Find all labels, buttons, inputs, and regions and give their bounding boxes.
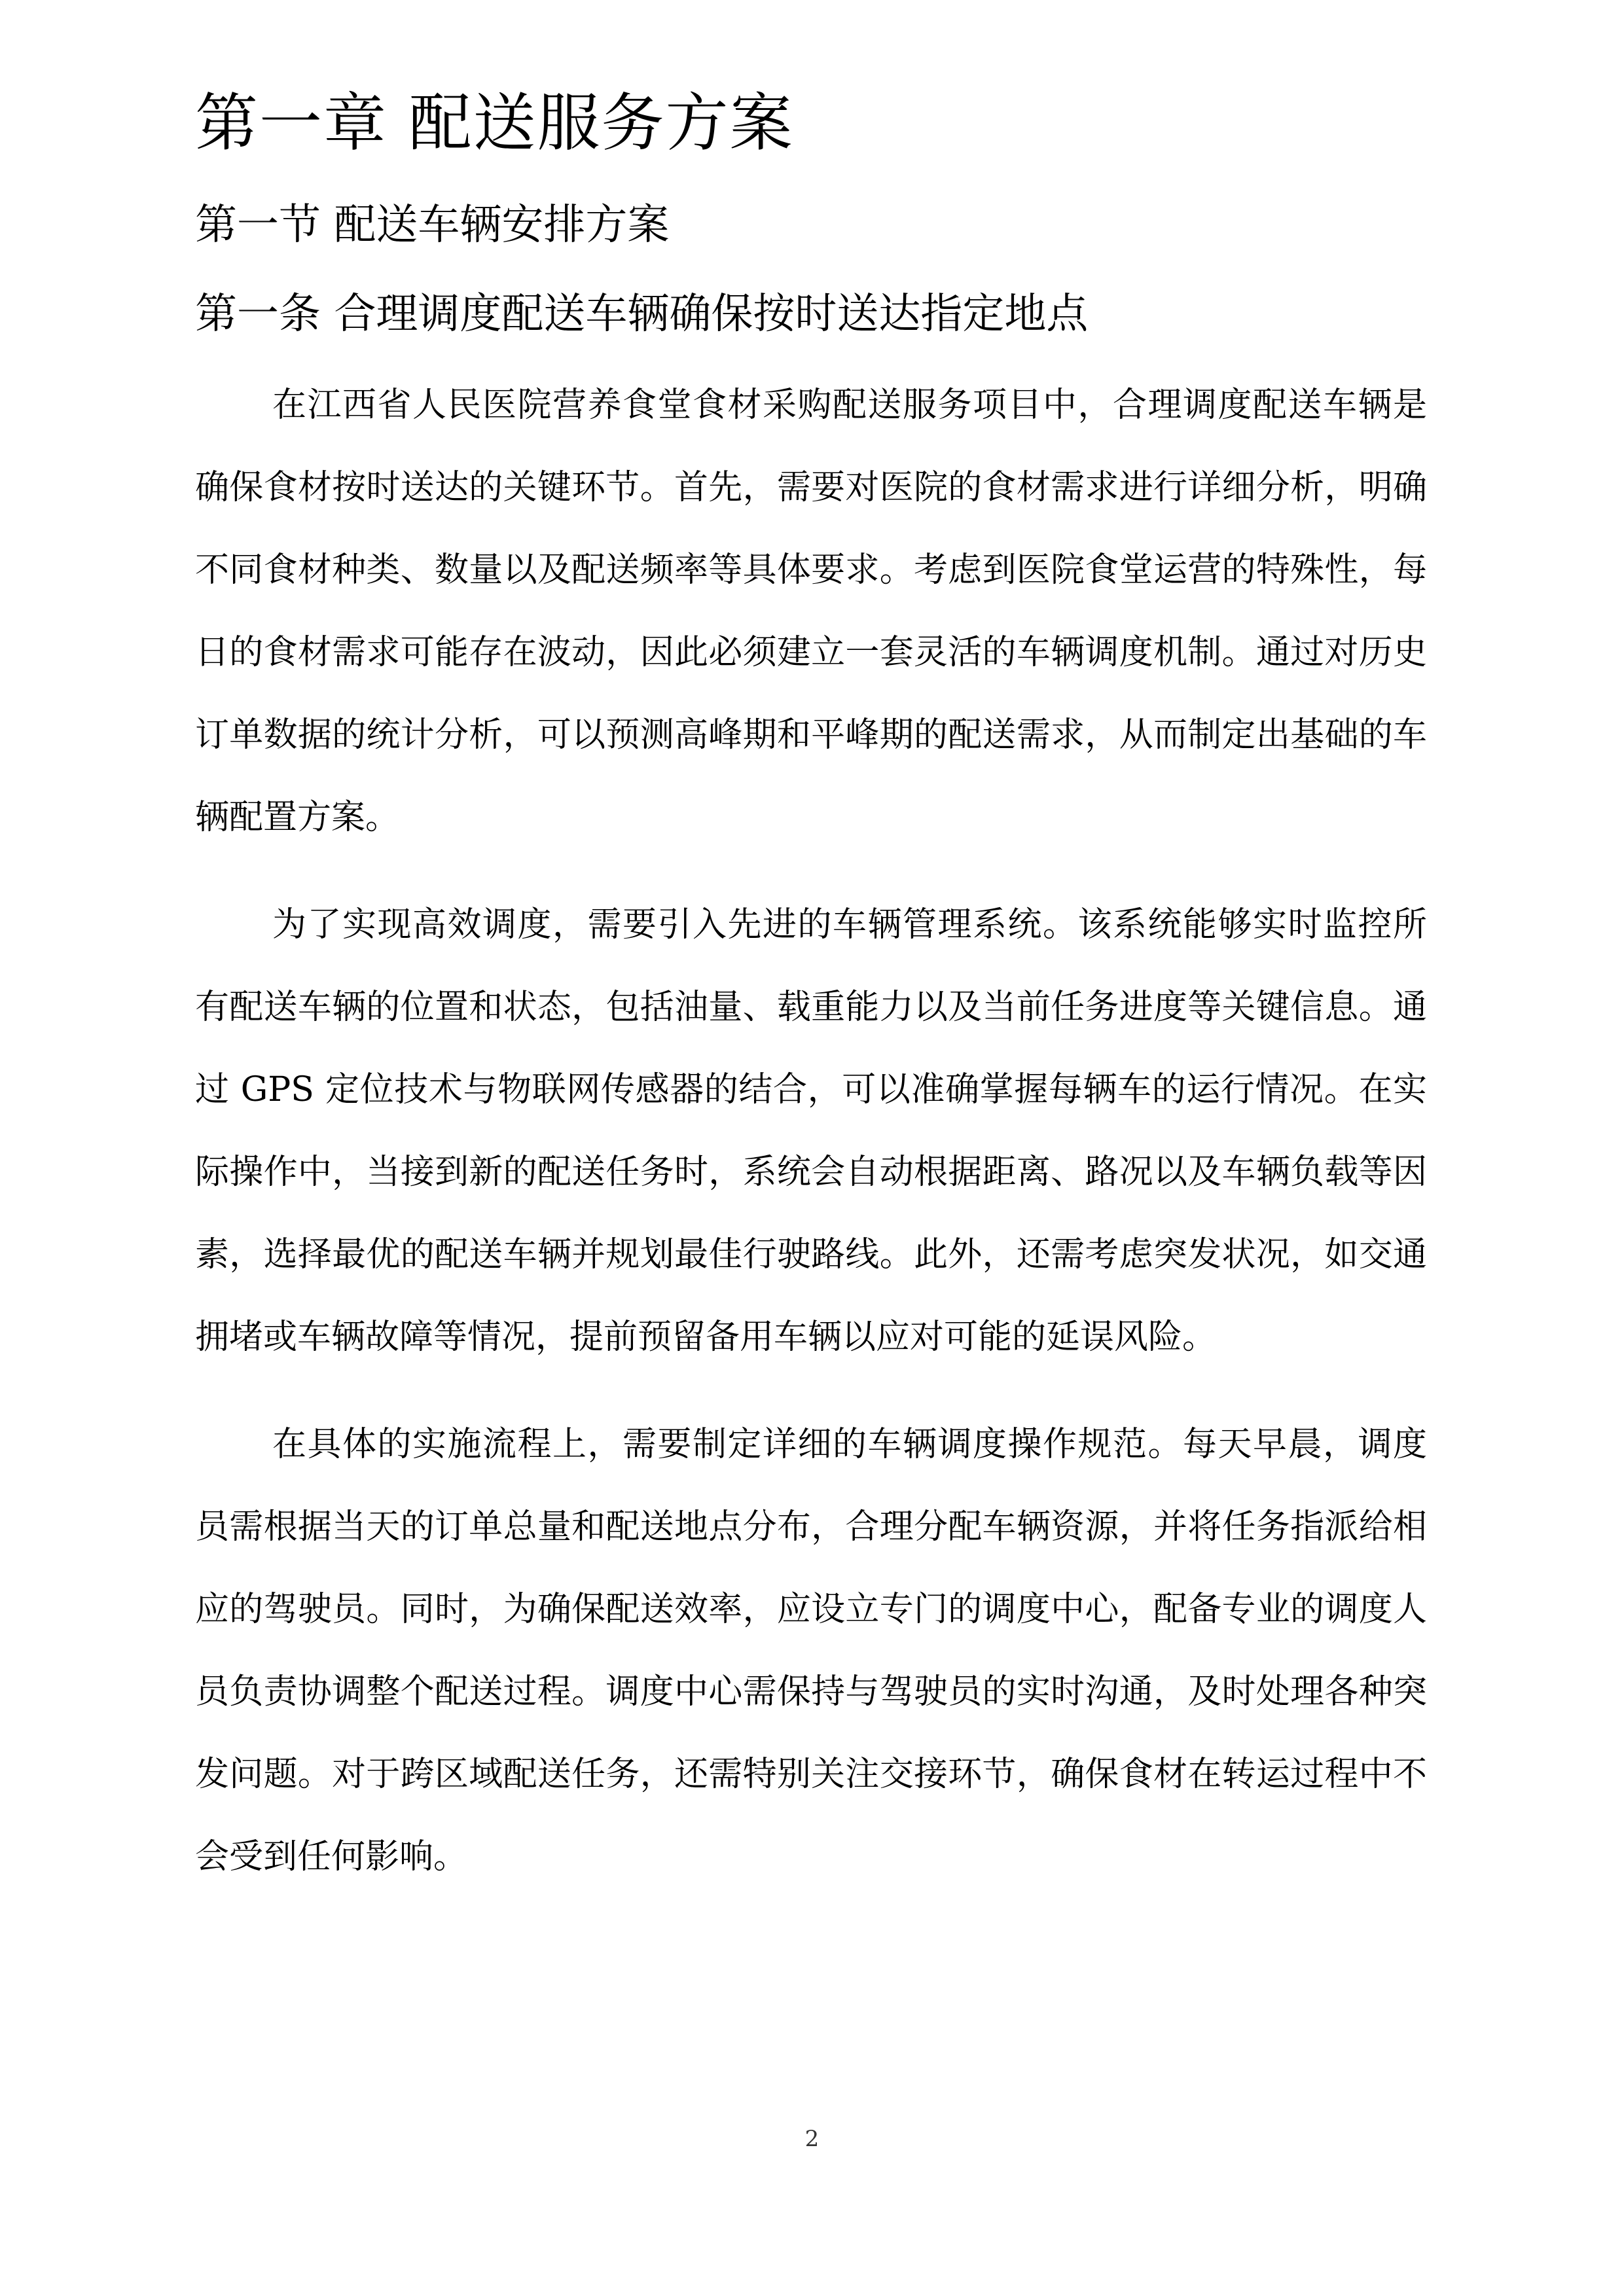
paragraph-1: 在江西省人民医院营养食堂食材采购配送服务项目中，合理调度配送车辆是确保食材按时送达的关键环节。首先，需要对医院的食材需求进行详细分析，明确不同食材种类、数量以及配送频率等具体要求。考虑到医院食堂运营的特殊性，每日的食材需求可能存在波动，因此必须建立一套灵活的车辆调度机制。通过对历史订单数据的统计分析，可以预测高峰期和平峰期的配送需求，从而制定出基础的车辆配置方案。 — [195, 386, 1427, 837]
body-text — [195, 364, 1427, 1923]
paragraph-3: 在具体的实施流程上，需要制定详细的车辆调度操作规范。每天早晨，调度员需根据当天的订单总量和配送地点分布，合理分配车辆资源，并将任务指派给相应的驾驶员。同时，为确保配送效率，应设立专门的调度中心，配备专业的调度人员负责协调整个配送过程。调度中心需保持与驾驶员的实时沟通，及时处理各种突发问题。对于跨区域配送任务，还需特别关注交接环节，确保食材在转运过程中不会受到任何影响。 — [195, 1425, 1427, 1876]
page-number: 2 — [804, 2126, 820, 2152]
article-title: 第一条 合理调度配送车辆确保按时送达指定地点 — [195, 290, 1089, 338]
section-title: 第一节 配送车辆安排方案 — [195, 201, 670, 249]
chapter-title: 第一章 配送服务方案 — [195, 86, 794, 160]
paragraph-2: 为了实现高效调度，需要引入先进的车辆管理系统。该系统能够实时监控所有配送车辆的位置和状态，包括油量、载重能力以及当前任务进度等关键信息。通过 GPS 定位技术与物联网传感器的结合，可以准确掌握每辆车的运行情况。在实际操作中，当接到新的配送任务时，系统会自动根据距离、路况以及车辆负载等因素，选择最优的配送车辆并规划最佳行驶路线。此外，还需考虑突发状况，如交通拥堵或车辆故障等情况，提前预留备用车辆以应对可能的延误风险。 — [195, 905, 1427, 1357]
